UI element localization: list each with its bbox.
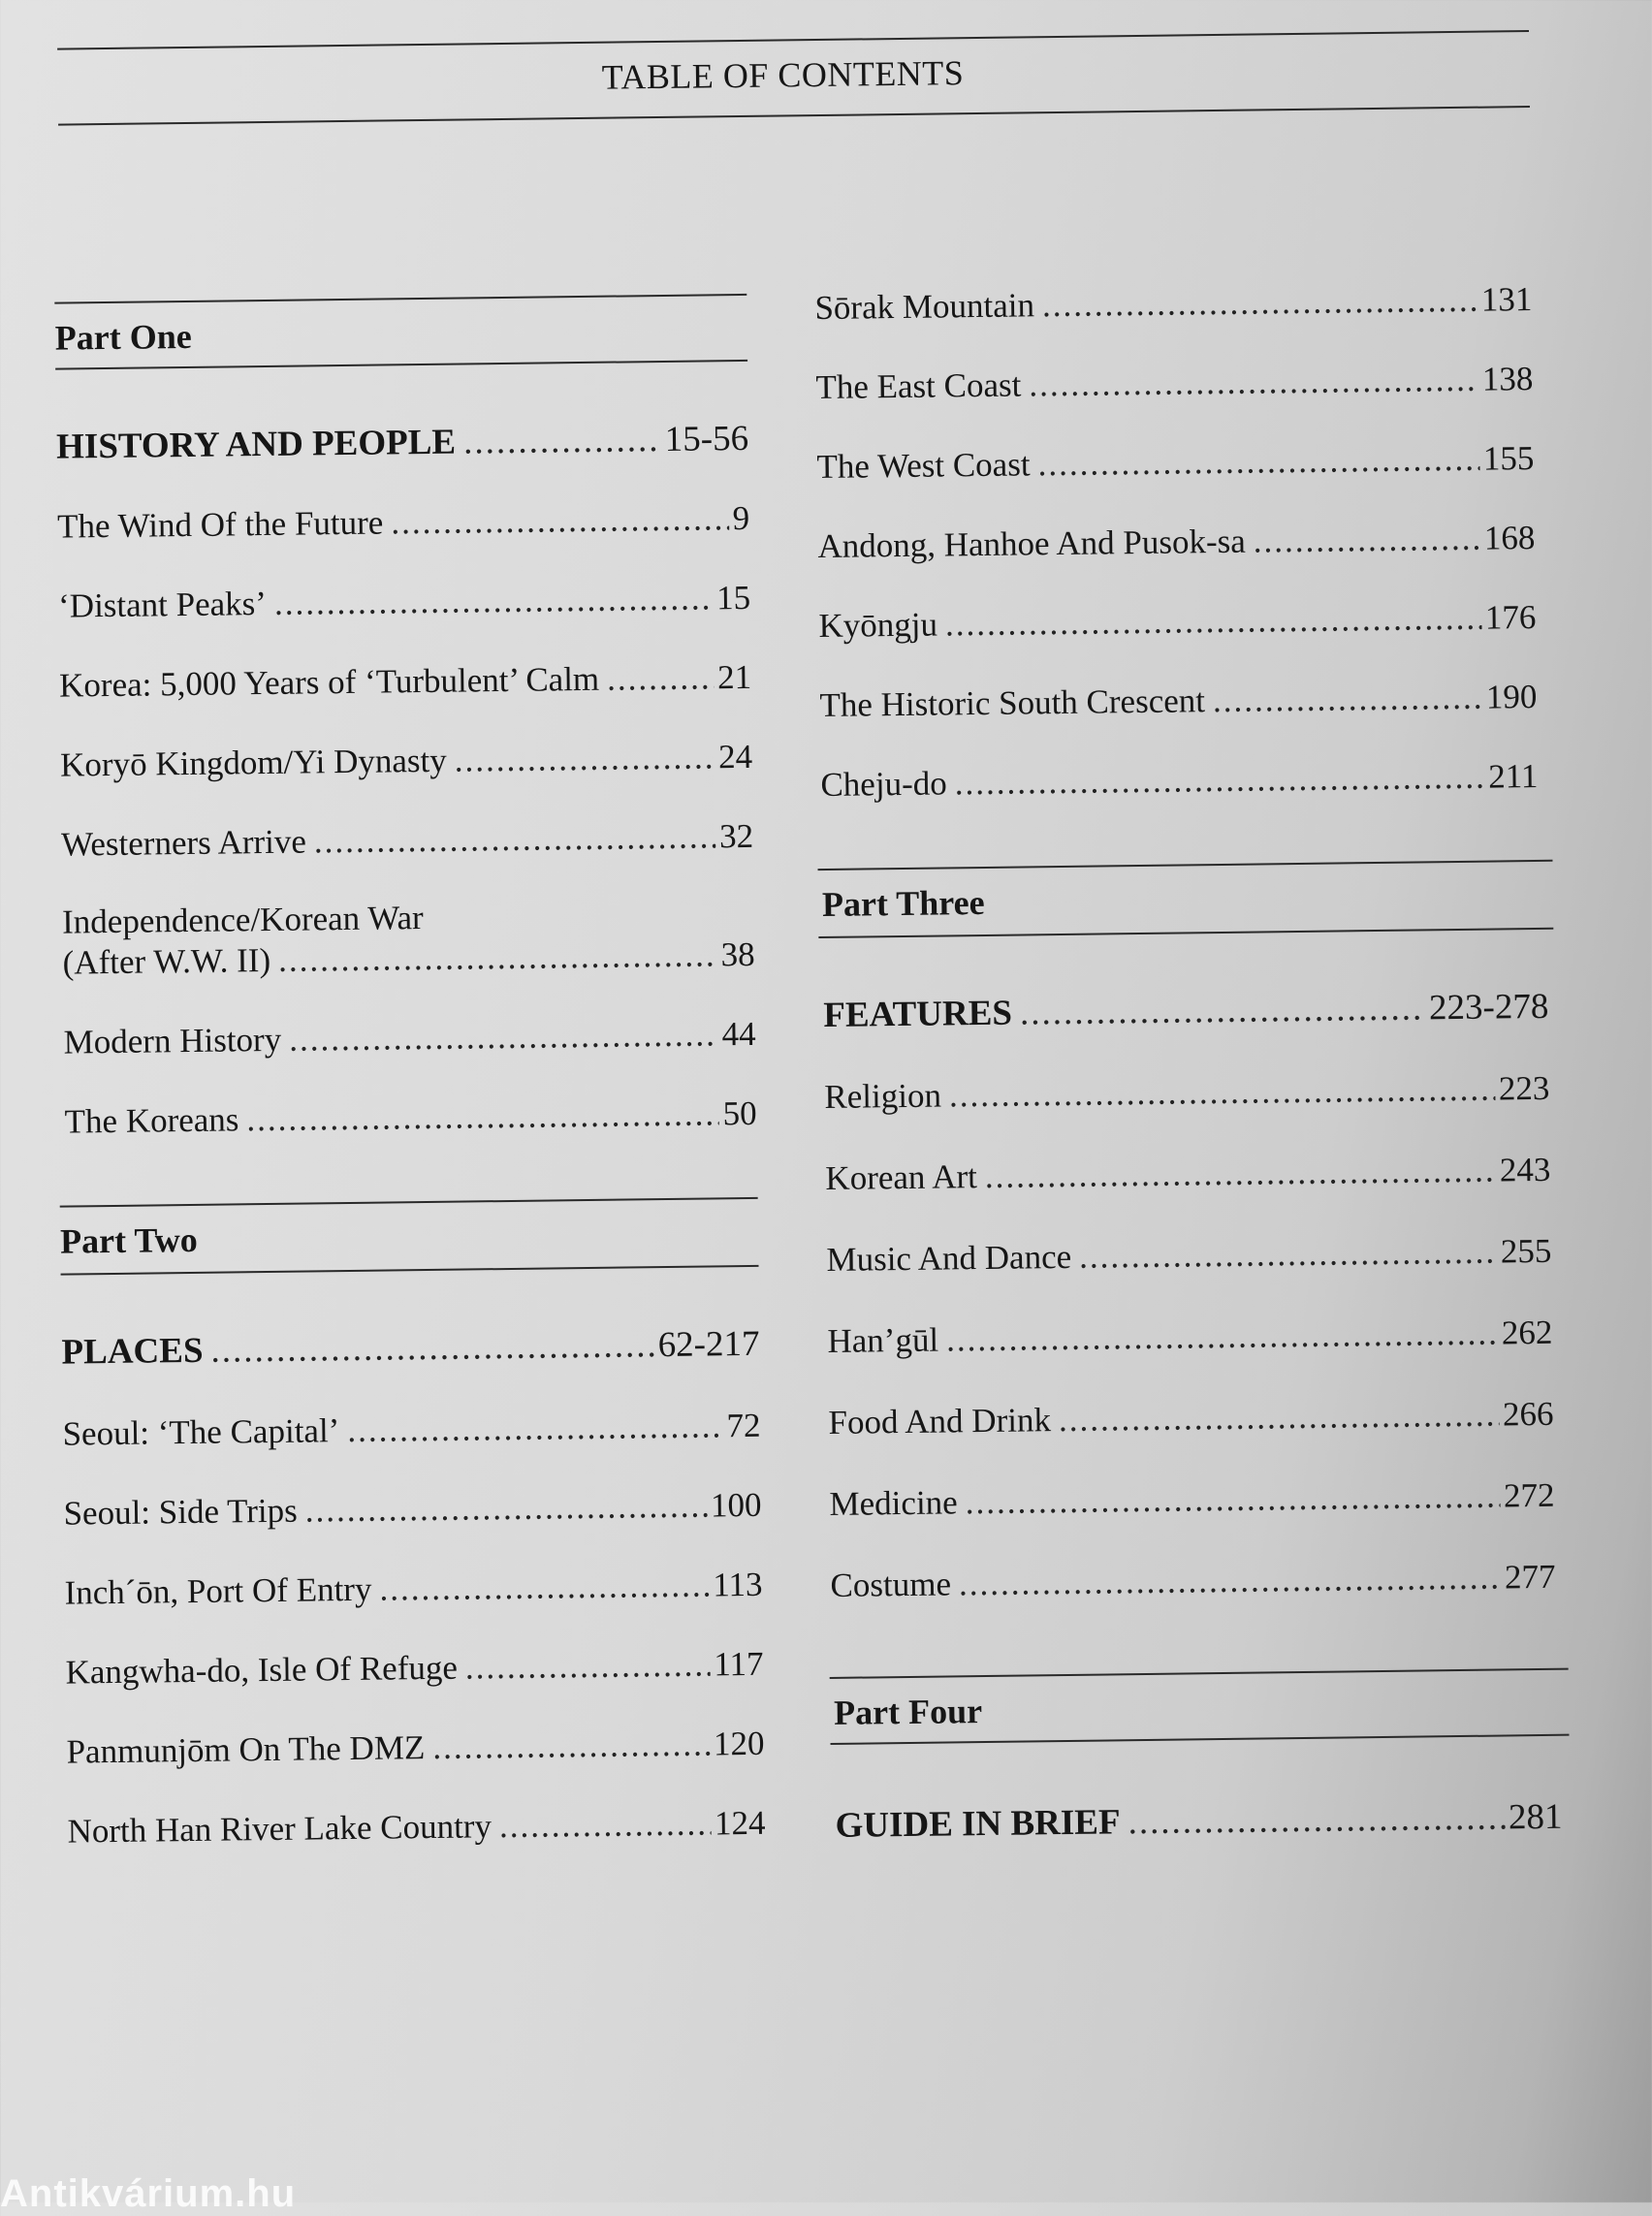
entry-label: Seoul: ‘The Capital’ <box>62 1411 340 1453</box>
toc-entry <box>60 738 752 785</box>
leader-dots <box>946 1314 1498 1360</box>
leader-dots <box>1059 1396 1499 1440</box>
section-guide-in-brief <box>835 1798 1562 1846</box>
entry-label: Kangwha-do, Isle Of Refuge <box>65 1648 459 1692</box>
entry-page: 255 <box>1500 1231 1552 1271</box>
entry-label: The Historic South Crescent <box>819 681 1206 725</box>
leader-dots <box>945 599 1481 645</box>
entry-label: Independence/Korean War <box>61 899 424 941</box>
leader-dots <box>465 1645 711 1687</box>
entry-label: ‘Distant Peaks’ <box>57 584 268 625</box>
toc-entry <box>62 1407 760 1454</box>
leader-dots <box>463 421 661 461</box>
entry-page: 21 <box>716 657 752 697</box>
entry-page: 211 <box>1487 756 1539 796</box>
entry-page: 100 <box>710 1485 762 1525</box>
toc-entry <box>63 1486 761 1534</box>
entry-page: 262 <box>1501 1313 1553 1352</box>
section-page: 281 <box>1508 1796 1563 1838</box>
leader-dots <box>391 499 729 542</box>
entry-page: 168 <box>1483 519 1536 557</box>
leader-dots <box>1020 989 1425 1032</box>
toc-entry <box>57 499 749 547</box>
header-rule-top <box>57 30 1529 50</box>
entry-page: 24 <box>717 737 753 776</box>
entry-page: 155 <box>1482 439 1535 478</box>
toc-entry <box>817 519 1535 566</box>
leader-dots <box>1029 361 1478 405</box>
section-features <box>823 988 1548 1035</box>
leader-dots <box>949 1070 1495 1116</box>
part-two-rule-top <box>60 1197 758 1208</box>
entry-label: Music And Dance <box>826 1237 1072 1279</box>
entry-page: 72 <box>726 1406 761 1445</box>
entry-page: 131 <box>1480 280 1533 319</box>
entry-label: Korean Art <box>825 1157 978 1197</box>
entry-label: Seoul: Side Trips <box>63 1491 298 1533</box>
leader-dots <box>305 1487 708 1531</box>
leader-dots <box>347 1407 723 1450</box>
leader-dots <box>607 658 714 698</box>
leader-dots <box>246 1094 719 1139</box>
entry-label: Modern History <box>63 1020 282 1061</box>
entry-label: North Han River Lake Country <box>67 1807 492 1851</box>
part-three-rule-top <box>818 860 1553 871</box>
toc-entry <box>64 1094 756 1142</box>
leader-dots <box>289 1015 718 1059</box>
toc-entry <box>824 1069 1549 1117</box>
toc-entry <box>818 598 1536 646</box>
leader-dots <box>1254 520 1481 561</box>
entry-label: Sōrak Mountain <box>814 286 1035 328</box>
leader-dots <box>1042 281 1477 325</box>
toc-entry <box>63 1015 755 1062</box>
entry-page: 15 <box>715 578 751 617</box>
section-label: GUIDE IN BRIEF <box>835 1802 1121 1846</box>
part-four-rule-top <box>830 1668 1569 1679</box>
toc-entry <box>66 1725 764 1772</box>
entry-label: The Koreans <box>64 1100 239 1141</box>
toc-entry <box>820 757 1538 805</box>
leader-dots <box>1128 1798 1505 1842</box>
leader-dots <box>985 1152 1496 1196</box>
toc-entry <box>62 935 754 983</box>
leader-dots <box>1213 679 1482 720</box>
entry-page: 32 <box>718 816 754 856</box>
toc-entry <box>58 579 750 626</box>
entry-page: 124 <box>714 1803 766 1843</box>
section-places <box>61 1325 759 1373</box>
part-one-heading: Part One <box>54 316 192 358</box>
entry-page: 117 <box>714 1644 764 1684</box>
part-two-heading: Part Two <box>59 1219 199 1261</box>
entry-label: Inch´ōn, Port Of Entry <box>64 1569 372 1612</box>
entry-label: Food And Drink <box>828 1401 1052 1441</box>
entry-page: 50 <box>722 1093 757 1133</box>
entry-page: 120 <box>713 1724 765 1763</box>
leader-dots <box>274 579 714 623</box>
part-four-rule-bottom <box>831 1734 1570 1745</box>
toc-entry <box>826 1232 1551 1280</box>
section-page: 15-56 <box>664 418 749 459</box>
entry-label: Religion <box>824 1076 942 1116</box>
part-three-heading: Part Three <box>821 882 985 925</box>
section-history-and-people <box>56 420 748 467</box>
page-title: TABLE OF CONTENTS <box>601 53 965 97</box>
toc-entry <box>61 817 753 865</box>
entry-label: The East Coast <box>815 365 1022 407</box>
leader-dots <box>965 1477 1500 1523</box>
toc-entry <box>819 678 1537 725</box>
section-page: 62-217 <box>657 1323 760 1366</box>
leader-dots <box>432 1725 710 1766</box>
leader-dots <box>210 1326 654 1371</box>
entry-page: 176 <box>1484 597 1537 637</box>
entry-label: Han’gūl <box>827 1320 939 1360</box>
entry-label: Andong, Hanhoe And Pusok-sa <box>817 522 1247 566</box>
entry-label: Medicine <box>829 1483 958 1523</box>
entry-page: 266 <box>1502 1394 1554 1434</box>
entry-label: Korea: 5,000 Years of ‘Turbulent’ Calm <box>58 659 600 705</box>
toc-entry <box>830 1558 1555 1605</box>
leader-dots <box>1079 1233 1497 1277</box>
leader-dots <box>954 758 1484 804</box>
toc-entry <box>65 1645 763 1693</box>
leader-dots <box>278 935 717 980</box>
entry-page: 9 <box>732 498 750 538</box>
watermark: Antikvárium.hu <box>0 2172 297 2215</box>
entry-label: (After W.W. II) <box>62 940 271 982</box>
entry-label: The West Coast <box>816 445 1031 487</box>
part-four-heading: Part Four <box>833 1692 983 1732</box>
entry-page: 277 <box>1504 1557 1556 1597</box>
toc-entry <box>67 1804 765 1852</box>
leader-dots <box>499 1804 712 1846</box>
part-one-rule-bottom <box>55 360 747 370</box>
entry-page: 38 <box>720 934 755 974</box>
toc-entry <box>814 280 1532 328</box>
toc-entry-line1 <box>62 895 754 942</box>
entry-label: Westerners Arrive <box>60 822 307 864</box>
entry-page: 223 <box>1498 1068 1550 1108</box>
leader-dots <box>314 817 716 861</box>
toc-entry <box>816 439 1534 487</box>
entry-label: Koryō Kingdom/Yi Dynasty <box>59 741 447 784</box>
toc-entry <box>59 658 751 706</box>
section-label: HISTORY AND PEOPLE <box>55 422 457 467</box>
section-label: FEATURES <box>823 993 1013 1036</box>
entry-label: Cheju-do <box>820 764 947 805</box>
entry-page: 243 <box>1499 1150 1551 1189</box>
toc-entry <box>815 360 1533 407</box>
part-three-rule-bottom <box>818 928 1553 938</box>
entry-label: Costume <box>830 1565 952 1604</box>
header-rule-bottom <box>58 106 1530 126</box>
section-page: 223-278 <box>1428 986 1549 1029</box>
toc-entry <box>64 1566 762 1613</box>
entry-page: 272 <box>1503 1475 1555 1515</box>
section-label: PLACES <box>61 1330 204 1373</box>
part-one-rule-top <box>54 294 747 304</box>
toc-entry <box>825 1151 1550 1198</box>
leader-dots <box>959 1559 1501 1604</box>
leader-dots <box>379 1566 709 1608</box>
toc-entry <box>828 1395 1553 1442</box>
entry-page: 113 <box>713 1565 763 1604</box>
entry-page: 44 <box>721 1014 756 1054</box>
part-two-rule-bottom <box>61 1265 759 1276</box>
entry-label: The Wind Of the Future <box>56 503 384 546</box>
leader-dots <box>1037 440 1479 485</box>
toc-entry <box>827 1314 1552 1361</box>
entry-page: 190 <box>1485 677 1538 716</box>
toc-entry <box>829 1476 1554 1524</box>
entry-page: 138 <box>1481 360 1534 398</box>
leader-dots <box>454 738 715 779</box>
entry-label: Kyōngju <box>818 605 938 646</box>
entry-label: Panmunjōm On The DMZ <box>66 1728 426 1771</box>
